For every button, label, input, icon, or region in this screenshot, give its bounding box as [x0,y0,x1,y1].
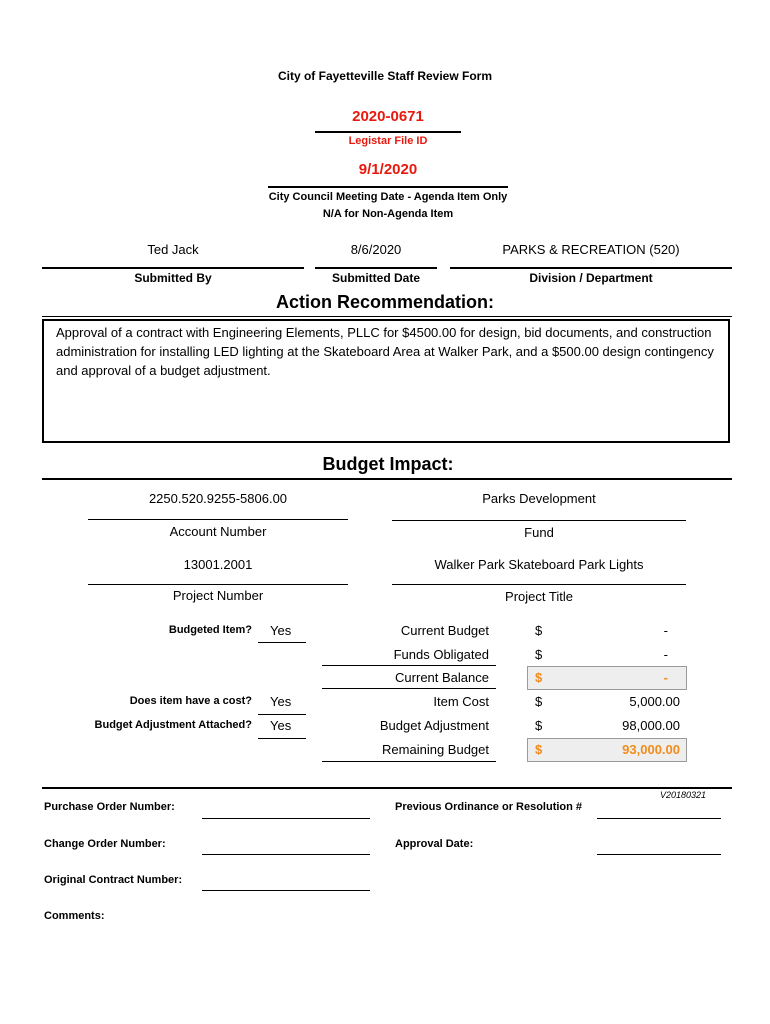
budget-adjustment-currency: $ [535,718,543,733]
legistar-underline [315,131,461,133]
remaining-budget-currency: $ [535,742,543,757]
fund-value: Parks Development [482,491,596,506]
account-number-underline [88,519,348,520]
previous-ordinance-label: Previous Ordinance or Resolution # [395,801,583,813]
fund-label: Fund [524,525,554,540]
funds-obligated-currency: $ [535,647,543,662]
submitted-date-value: 8/6/2020 [350,242,402,257]
current-budget-amount: - [663,623,668,638]
current-budget-label: Current Budget [400,623,489,638]
action-recommendation-heading: Action Recommendation: [275,292,494,312]
fund-underline [392,520,686,521]
budgeted-item-underline [258,642,306,643]
budgeted-item-label: Budgeted Item? [168,624,252,636]
budget-adjustment-amount: 98,000.00 [622,718,680,733]
adjustment-attached-underline [258,738,306,739]
has-cost-label: Does item have a cost? [129,695,252,707]
account-number-label: Account Number [169,524,267,539]
division-label: Division / Department [529,271,653,285]
funds-obligated-label: Funds Obligated [393,647,489,662]
remaining-budget-amount: 93,000.00 [622,742,680,757]
item-cost-amount: 5,000.00 [629,694,680,709]
approval-date-label: Approval Date: [395,838,474,850]
item-cost-currency: $ [535,694,543,709]
project-title-value: Walker Park Skateboard Park Lights [434,557,644,572]
submitted-date-underline [315,267,437,269]
project-number-value: 13001.2001 [183,557,253,572]
previous-ordinance-field[interactable] [597,818,721,819]
remaining-budget-label: Remaining Budget [382,742,489,757]
action-heading-rule [42,316,732,317]
action-recommendation-text: Approval of a contract with Engineering Elements, PLLC for $4500.00 for design, bid documents, and construction administration for installing LED lighting at the Skateboard Area at Walker Park, and a $500.00 design contingency and approval of a budget adjustment. [42,319,730,443]
submitted-by-underline [42,267,304,269]
current-balance-underline [322,688,496,689]
version-label: V20180321 [660,790,707,800]
project-number-underline [88,584,348,585]
project-title-underline [392,584,686,585]
division-underline [450,267,732,269]
division-value: PARKS & RECREATION (520) [502,242,680,257]
purchase-order-field[interactable] [202,818,370,819]
adjustment-attached-value: Yes [270,718,292,733]
meeting-date-value: 9/1/2020 [358,161,418,178]
change-order-field[interactable] [202,854,370,855]
purchase-order-label: Purchase Order Number: [44,801,175,813]
current-balance-amount: - [663,670,668,685]
has-cost-underline [258,714,306,715]
account-number-value: 2250.520.9255-5806.00 [148,491,288,506]
funds-obligated-underline [322,665,496,666]
funds-obligated-amount: - [663,647,668,662]
submitted-date-label: Submitted Date [331,271,420,285]
original-contract-field[interactable] [202,890,370,891]
submitted-by-label: Submitted By [134,271,212,285]
remaining-budget-underline [322,761,496,762]
comments-label: Comments: [44,910,105,922]
non-agenda-note: N/A for Non-Agenda Item [322,208,454,220]
has-cost-value: Yes [270,694,292,709]
original-contract-label: Original Contract Number: [44,874,183,886]
footer-rule [42,787,732,789]
submitted-by-value: Ted Jack [147,242,199,257]
adjustment-attached-label: Budget Adjustment Attached? [94,719,252,731]
current-budget-currency: $ [535,623,543,638]
meeting-date-label: City Council Meeting Date - Agenda Item Only [268,191,508,203]
budgeted-item-value: Yes [270,623,292,638]
change-order-label: Change Order Number: [44,838,166,850]
budget-impact-heading: Budget Impact: [322,454,454,474]
current-balance-label: Current Balance [395,670,489,685]
budget-heading-rule [42,478,732,480]
legistar-file-id-value: 2020-0671 [352,108,424,125]
meeting-date-underline [268,186,508,188]
form-title: City of Fayetteville Staff Review Form [277,69,493,83]
legistar-file-id-label: Legistar File ID [348,135,428,147]
project-number-label: Project Number [172,588,264,603]
approval-date-field[interactable] [597,854,721,855]
item-cost-label: Item Cost [433,694,489,709]
budget-adjustment-label: Budget Adjustment [379,718,489,733]
current-balance-currency: $ [535,670,543,685]
project-title-label: Project Title [505,589,573,604]
